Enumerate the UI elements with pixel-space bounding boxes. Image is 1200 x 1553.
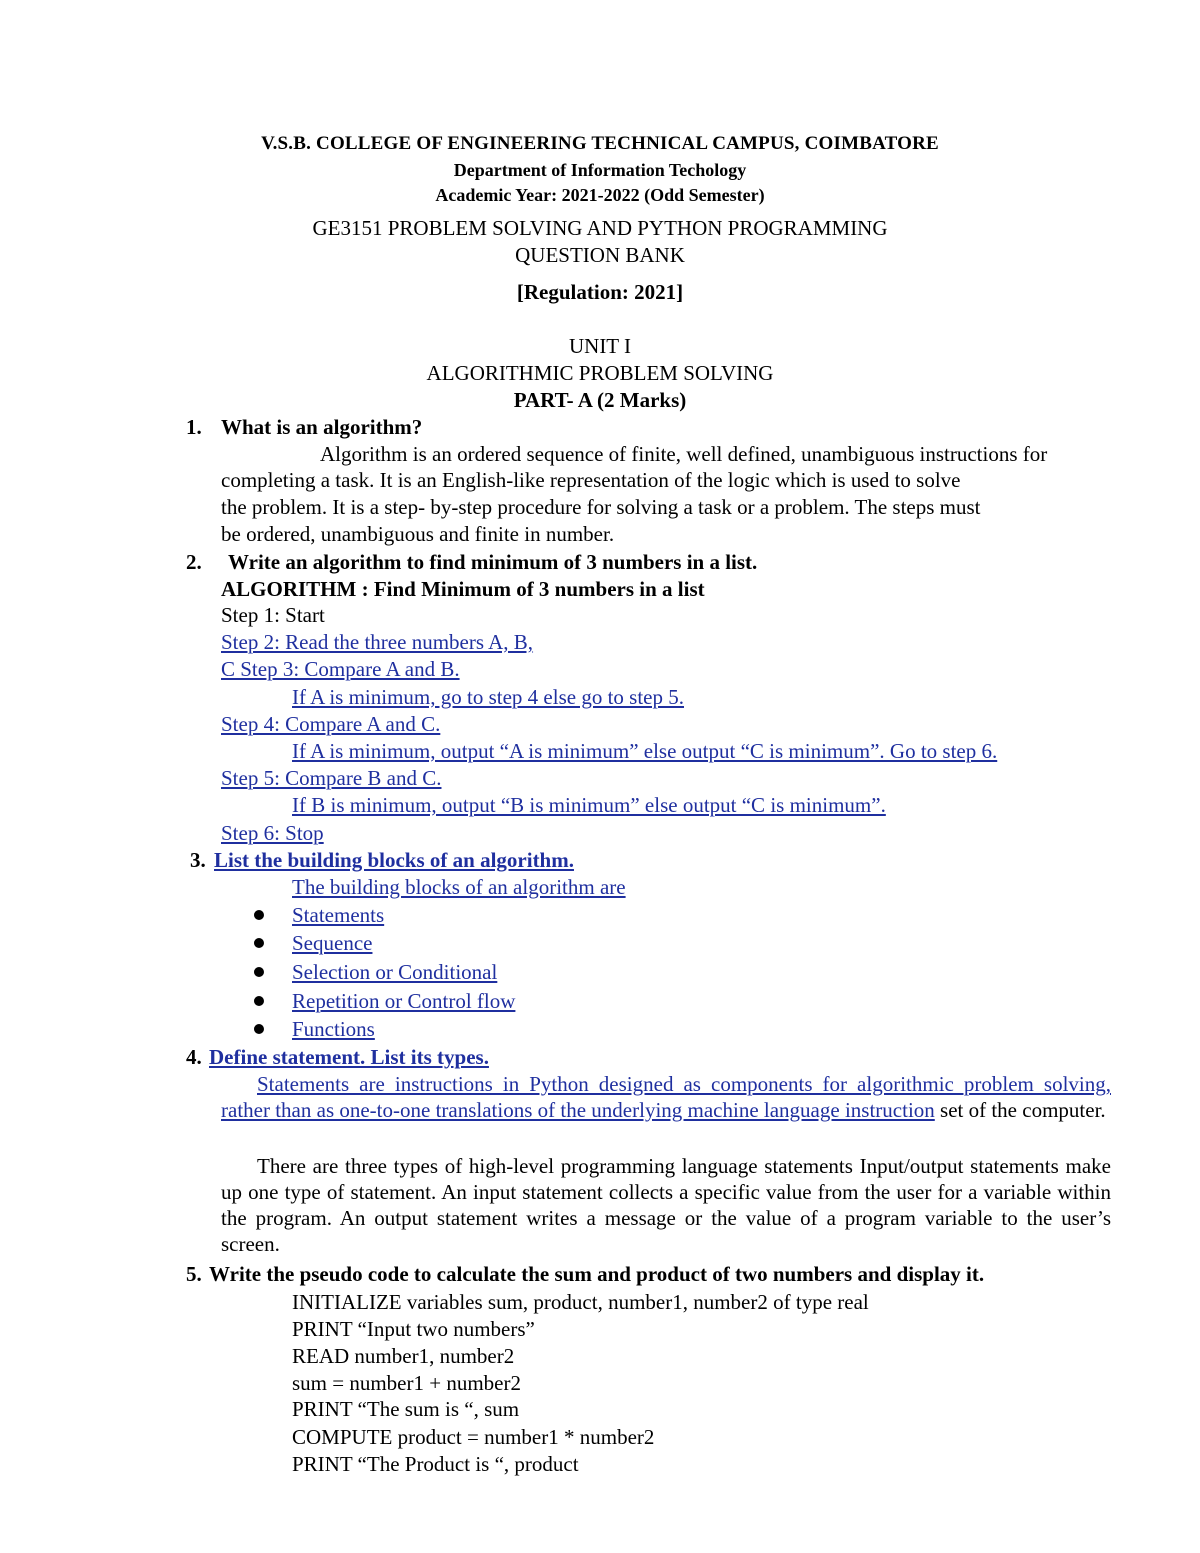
building-blocks-intro[interactable]: The building blocks of an algorithm are <box>292 875 626 899</box>
question-2-number: 2. <box>186 550 202 574</box>
bullet-icon <box>254 967 264 977</box>
algorithm-step-link[interactable]: Step 6: Stop <box>221 821 324 845</box>
building-block-item[interactable]: Repetition or Control flow <box>292 989 516 1013</box>
regulation: [Regulation: 2021] <box>516 280 684 304</box>
algorithm-heading: ALGORITHM : Find Minimum of 3 numbers in a list <box>221 577 705 601</box>
academic-year: Academic Year: 2021-2022 (Odd Semester) <box>435 185 765 205</box>
question-2-text: Write an algorithm to find minimum of 3 numbers in a list. <box>228 550 758 574</box>
question-1-text: What is an algorithm? <box>221 415 423 439</box>
question-5-text: Write the pseudo code to calculate the sum and product of two numbers and display it. <box>209 1262 985 1286</box>
algorithm-step-link[interactable]: If B is minimum, output “B is minimum” else output “C is minimum”. <box>292 793 886 817</box>
algorithm-step-link[interactable]: Step 2: Read the three numbers A, B, <box>221 630 534 654</box>
college-name: V.S.B. COLLEGE OF ENGINEERING TECHNICAL CAMPUS, COIMBATORE <box>261 133 939 154</box>
question-5-number: 5. <box>186 1262 202 1286</box>
unit-number: UNIT I <box>568 334 631 358</box>
answer-1-line: completing a task. It is an English-like representation of the logic which is used to solve <box>221 468 961 492</box>
question-4-link[interactable]: Define statement. List its types. <box>209 1045 489 1069</box>
pseudocode-line: COMPUTE product = number1 * number2 <box>292 1425 655 1449</box>
course-title: GE3151 PROBLEM SOLVING AND PYTHON PROGRAMMING <box>312 216 888 240</box>
statement-definition-link[interactable]: Statements are instructions in Python designed as components for algorithmic problem solving, rather than as one-to-one translations of the underlying machine language instruction <box>221 1072 1111 1122</box>
algorithm-step-link[interactable]: If A is minimum, output “A is minimum” else output “C is minimum”. Go to step 6. <box>292 739 998 763</box>
unit-title: ALGORITHMIC PROBLEM SOLVING <box>426 361 774 385</box>
pseudocode-line: INITIALIZE variables sum, product, number1, number2 of type real <box>292 1290 869 1314</box>
statement-definition-tail: set of the computer. <box>934 1098 1106 1122</box>
bullet-icon <box>254 1024 264 1034</box>
question-3-link[interactable]: List the building blocks of an algorithm. <box>214 848 574 872</box>
pseudocode-line: READ number1, number2 <box>292 1344 515 1368</box>
question-3-number: 3. <box>190 848 206 872</box>
answer-1-line: be ordered, unambiguous and finite in number. <box>221 522 615 546</box>
part-heading: PART- A (2 Marks) <box>513 388 687 412</box>
statement-types-paragraph: There are three types of high-level programming language statements Input/output statements make up one type of statement. An input statement collects a specific value from the user for a variable within the program. An output statement writes a message or the value of a program variable to the user’s screen. <box>221 1154 1111 1256</box>
pseudocode-line: PRINT “The sum is “, sum <box>292 1397 520 1421</box>
answer-1-line: Algorithm is an ordered sequence of finite, well defined, unambiguous instructions for <box>320 442 1048 466</box>
bullet-icon <box>254 910 264 920</box>
bullet-icon <box>254 938 264 948</box>
statement-definition <box>221 1071 1111 1123</box>
building-block-item[interactable]: Statements <box>292 903 385 927</box>
question-4-number: 4. <box>186 1045 202 1069</box>
building-block-item[interactable]: Selection or Conditional <box>292 960 498 984</box>
doc-type: QUESTION BANK <box>515 243 685 267</box>
pseudocode-line: sum = number1 + number2 <box>292 1371 521 1395</box>
algorithm-step: Step 1: Start <box>221 603 325 627</box>
algorithm-step-link[interactable]: Step 4: Compare A and C. <box>221 712 441 736</box>
pseudocode-line: PRINT “Input two numbers” <box>292 1317 535 1341</box>
pseudocode-line: PRINT “The Product is “, product <box>292 1452 579 1476</box>
department-name: Department of Information Techology <box>453 160 747 180</box>
algorithm-step-link[interactable]: Step 5: Compare B and C. <box>221 766 442 790</box>
building-block-item[interactable]: Sequence <box>292 931 373 955</box>
building-block-item[interactable]: Functions <box>292 1017 375 1041</box>
bullet-icon <box>254 996 264 1006</box>
algorithm-step-link[interactable]: If A is minimum, go to step 4 else go to step 5. <box>292 685 684 709</box>
algorithm-step-link[interactable]: C Step 3: Compare A and B. <box>221 657 460 681</box>
question-1-number: 1. <box>186 415 202 439</box>
answer-1-line: the problem. It is a step- by-step procedure for solving a task or a problem. The steps must <box>221 495 981 519</box>
